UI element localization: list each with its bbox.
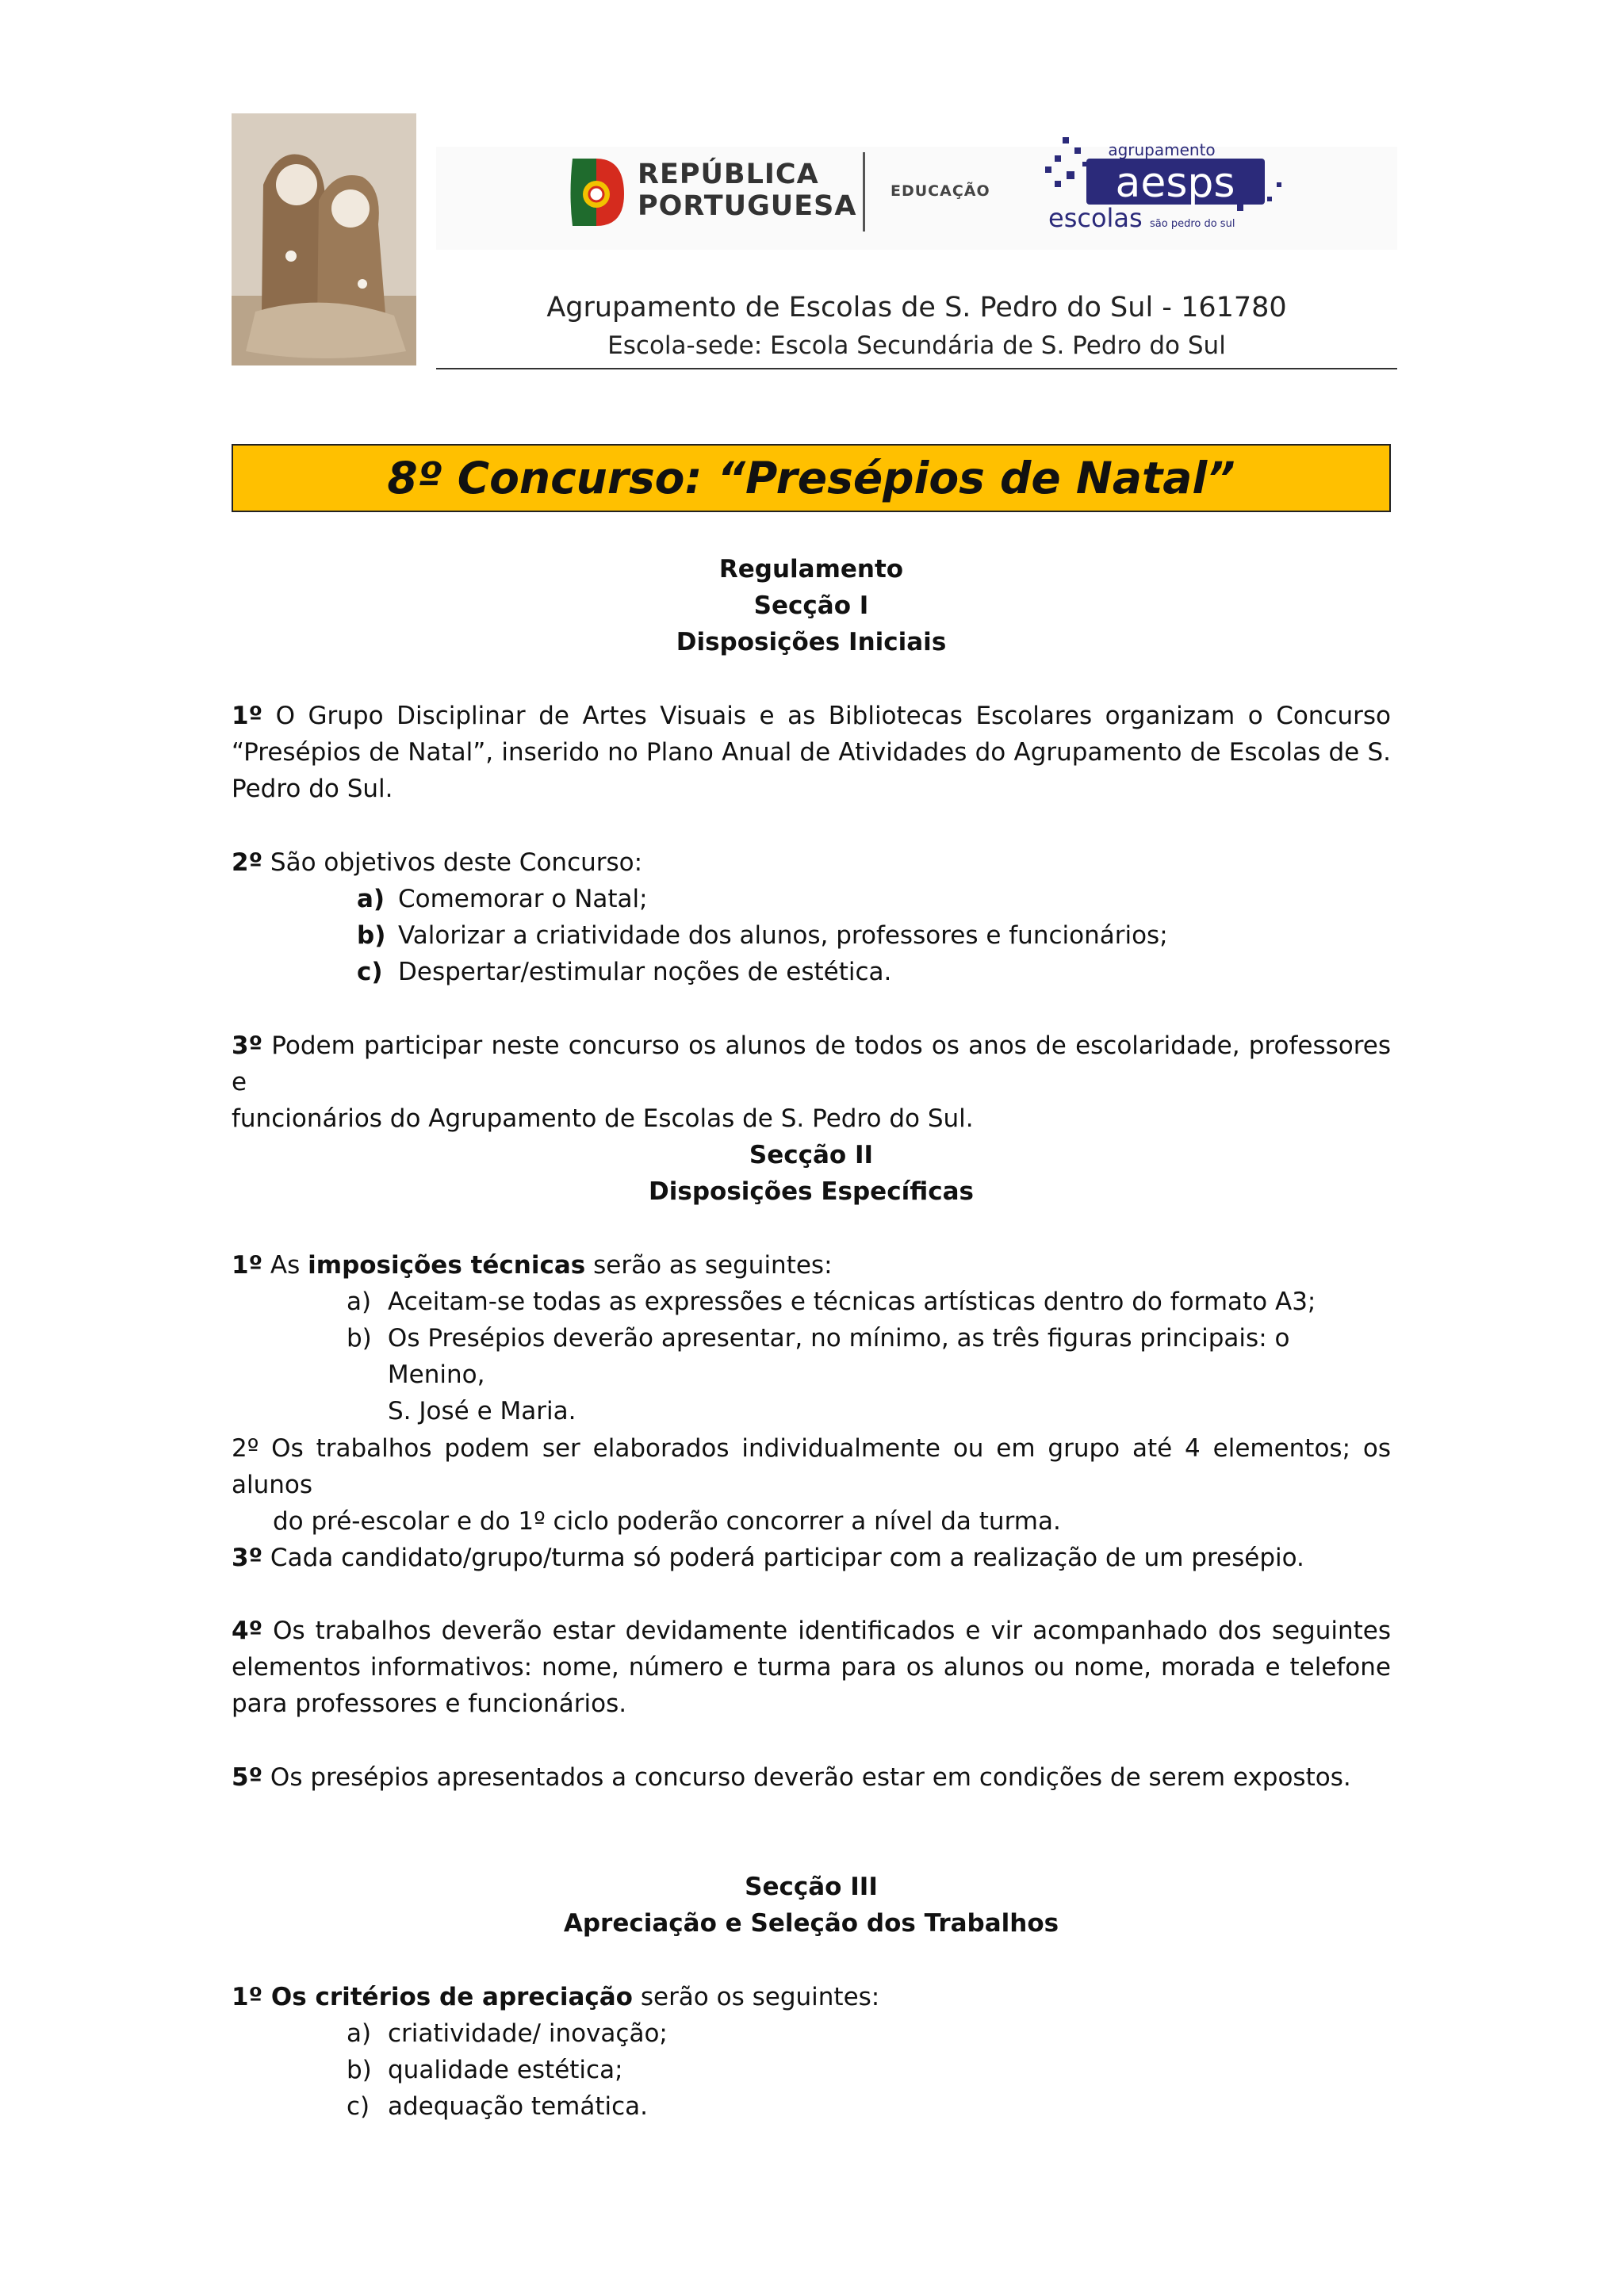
- s3-paragraph-1: [232, 1979, 1391, 2015]
- s1-p2-number: 2º: [232, 848, 263, 877]
- heading-seccao-i: Secção I: [753, 591, 869, 620]
- republica-portuguesa-emblem-icon: [565, 151, 628, 230]
- s2-p4-line2: elementos informativos: nome, número e turma para os alunos ou nome, morada e telefone: [232, 1653, 1391, 1682]
- list-item-text: adequação temática.: [388, 2092, 649, 2121]
- contest-title-box: [232, 444, 1391, 512]
- list-item: [347, 1284, 1393, 1320]
- s1-p1-line3: Pedro do Sul.: [232, 775, 393, 803]
- list-item: [347, 2052, 1393, 2088]
- s1-p1-number: 1º: [232, 702, 263, 730]
- s1-paragraph-3: [232, 1027, 1391, 1137]
- s2-paragraph-4: [232, 1613, 1391, 1722]
- heading-disposicoes-iniciais: Disposições Iniciais: [676, 628, 947, 656]
- nativity-figures-image: [232, 113, 416, 365]
- list-item-label: a): [347, 1288, 372, 1316]
- list-item: [357, 881, 1388, 917]
- list-item-label: c): [357, 958, 383, 986]
- aesps-small-text: são pedro do sul: [1150, 218, 1235, 230]
- s2-p4-line3: para professores e funcionários.: [232, 1689, 627, 1718]
- school-name: Agrupamento de Escolas de S. Pedro do Sul - 161780: [546, 292, 1287, 323]
- s2-p3-number: 3º: [232, 1544, 263, 1572]
- aesps-top-text: agrupamento: [1108, 140, 1216, 159]
- s2-p4-line1: Os trabalhos deverão estar devidamente identificados e vir acompanhado dos seguintes: [273, 1617, 1392, 1645]
- rp-line2: PORTUGUESA: [638, 190, 857, 222]
- aesps-logo: [1039, 133, 1300, 236]
- header-nativity-photo: [232, 113, 416, 365]
- list-item: [347, 1320, 1393, 1393]
- list-item-text: Valorizar a criatividade dos alunos, professores e funcionários;: [398, 921, 1168, 950]
- s1-p2-text: São objetivos deste Concurso:: [270, 848, 643, 877]
- s2-p1-number: 1º: [232, 1251, 263, 1280]
- s2-p4-number: 4º: [232, 1617, 263, 1645]
- list-item-text: Comemorar o Natal;: [398, 885, 648, 913]
- s2-p5-number: 5º: [232, 1763, 263, 1792]
- s1-p3-line2: funcionários do Agrupamento de Escolas de S. Pedro do Sul.: [232, 1104, 974, 1133]
- s2-p2-line2: do pré-escolar e do 1º ciclo poderão concorrer a nível da turma.: [273, 1507, 1061, 1536]
- s2-paragraph-3: [232, 1540, 1391, 1576]
- heading-seccao-iii: Secção III: [745, 1873, 878, 1901]
- list-item: [357, 917, 1388, 954]
- list-item-label: b): [357, 921, 386, 950]
- list-item-text: Aceitam-se todas as expressões e técnicas artísticas dentro do formato A3;: [388, 1288, 1316, 1316]
- s1-paragraph-2: [232, 844, 1391, 881]
- s2-p1-pre: As: [270, 1251, 301, 1280]
- s2-p3-text: Cada candidato/grupo/turma só poderá participar com a realização de um presépio.: [270, 1544, 1304, 1572]
- list-item-continuation: S. José e Maria.: [388, 1397, 576, 1425]
- list-item: [347, 2015, 1393, 2052]
- s3-criteria-list: [347, 2015, 1393, 2125]
- s3-p1-post: serão os seguintes:: [640, 1983, 880, 2011]
- s2-technical-list: [347, 1284, 1393, 1429]
- heading-apreciacao-selecao: Apreciação e Seleção dos Trabalhos: [563, 1909, 1059, 1938]
- contest-title: 8º Concurso: “Presépios de Natal”: [387, 453, 1235, 503]
- s1-p3-line1: Podem participar neste concurso os alunos de todos os anos de escolaridade, professores e: [232, 1031, 1392, 1096]
- aesps-escolas-text: escolas: [1048, 203, 1143, 233]
- list-item-text: qualidade estética;: [388, 2056, 623, 2084]
- header-rule: [436, 368, 1397, 369]
- list-item-label: a): [347, 2019, 372, 2048]
- list-item: [347, 2088, 1393, 2125]
- heading-regulamento: Regulamento: [718, 555, 904, 584]
- s2-paragraph-1: [232, 1247, 1391, 1284]
- list-item-text: criatividade/ inovação;: [388, 2019, 668, 2048]
- s2-p2-line1: 2º Os trabalhos podem ser elaborados individualmente ou em grupo até 4 elementos; os alunos: [232, 1434, 1391, 1499]
- educacao-label: EDUCAÇÃO: [891, 182, 990, 200]
- s1-p3-number: 3º: [232, 1031, 263, 1060]
- s2-paragraph-5: [232, 1759, 1391, 1796]
- s1-paragraph-1: [232, 698, 1391, 807]
- list-item-text: Despertar/estimular noções de estética.: [398, 958, 892, 986]
- logo-divider: [863, 152, 865, 232]
- list-item: [357, 954, 1388, 990]
- s2-paragraph-2: [232, 1430, 1391, 1540]
- s1-p1-line1: O Grupo Disciplinar de Artes Visuais e as Bibliotecas Escolares organizam o Concurso: [275, 702, 1392, 730]
- list-item-label: b): [347, 2056, 372, 2084]
- s2-p5-text: Os presépios apresentados a concurso deverão estar em condições de serem expostos.: [270, 1763, 1351, 1792]
- heading-seccao-ii: Secção II: [749, 1141, 874, 1169]
- s2-p1-bold: imposições técnicas: [308, 1251, 586, 1280]
- s1-p1-line2: “Presépios de Natal”, inserido no Plano Anual de Atividades do Agrupamento de Escolas de S.: [232, 738, 1391, 767]
- list-item-label: c): [347, 2092, 370, 2121]
- list-item-label: b): [347, 1324, 372, 1353]
- list-item-text: Os Presépios deverão apresentar, no mínimo, as três figuras principais: o Menino,: [387, 1324, 1290, 1389]
- s2-p1-post: serão as seguintes:: [593, 1251, 833, 1280]
- rp-line1: REPÚBLICA: [638, 159, 819, 190]
- school-subtitle: Escola-sede: Escola Secundária de S. Pedro do Sul: [607, 331, 1226, 360]
- list-item-label: a): [357, 885, 385, 913]
- s1-objectives-list: [357, 881, 1388, 990]
- s3-p1-bold: 1º Os critérios de apreciação: [232, 1983, 633, 2011]
- republica-portuguesa-logo-text: [638, 159, 856, 222]
- aesps-main-text: aesps: [1115, 159, 1235, 207]
- heading-disposicoes-especificas: Disposições Específicas: [649, 1177, 974, 1206]
